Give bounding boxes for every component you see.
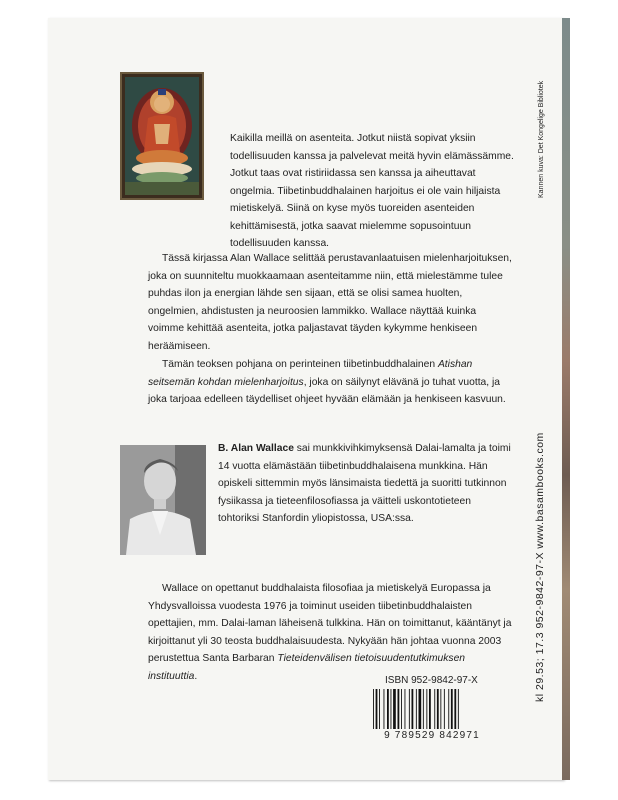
book-source-title: Atishan seitsemän kohdan mielenharjoitus <box>148 359 473 388</box>
author-bio-text-2 <box>148 580 514 685</box>
barcode-bar <box>444 689 445 729</box>
author-portrait <box>120 445 206 555</box>
barcode-bar <box>423 689 424 729</box>
barcode-bar <box>412 689 414 729</box>
barcode-bar <box>376 689 378 729</box>
author-bio-1-text: sai munkkivihkimyksensä Dalai-lamalta ja toimi 14 vuotta elämästään tiibetinbuddhalaisena munkkina. Hän opiskeli sittemmin myös länsimaista tiedettä ja suoritti tutkinnon fysiikassa ja tieteenfilosofiassa ja väitteli uskontotieteen tohtoriksi Stanfordin yliopistossa, USA:ssa. <box>218 443 511 524</box>
barcode-digits: 9 789529 842971 <box>384 730 480 741</box>
intro-text-1: Kaikilla meillä on asenteita. Jotkut niistä sopivat yksiin todellisuuden kanssa ja palvelevat meitä hyvin elämässämme. Jotkut taas ovat ristiriidassa sen kanssa ja aiheuttavat ongelmia. Tiibetinbuddhalainen harjoitus ei ole vain hiljaista mietiskelyä. Siinä on kyse myös tuoreiden asenteiden kehittämisestä, jotka saavat mielemme sopusointuun todellisuuden kanssa. <box>230 133 514 249</box>
buddha-illustration <box>122 74 202 198</box>
barcode-bar <box>458 689 459 729</box>
barcode-bar <box>434 689 435 729</box>
institute-name: Tieteidenvälisen tietoisuudentutkimuksen instituuttia <box>148 653 466 682</box>
barcode-bar <box>416 689 417 729</box>
barcode-bar <box>379 689 380 729</box>
barcode-bar <box>391 689 392 729</box>
intro-text-3-post: , joka on säilynyt elävänä jo tuhat vuotta, ja joka tarjoaa edelleen täydelliset ohjeet hyvään elämään ja henkiseen kasvuun. <box>148 376 506 405</box>
author-photo <box>120 445 206 555</box>
intro-paragraph-3 <box>148 356 514 409</box>
author-bio-1 <box>218 440 514 528</box>
intro-text-3-pre: Tämän teoksen pohjana on perinteinen tiibetinbuddhalainen <box>162 359 438 370</box>
author-bio-2-post: . <box>194 670 198 682</box>
barcode-bar <box>409 689 410 729</box>
barcode-bar <box>429 689 431 729</box>
buddha-thangka-image <box>120 72 204 200</box>
classification-isbn-website: kl 29.53; 17.3 952-9842-97-X www.basambooks.com <box>534 432 546 702</box>
author-bio-2-pre: Wallace on opettanut buddhalaista filosofiaa ja mietiskelyä Europassa ja Yhdysvalloissa vuodesta 1976 ja toiminut useiden tiibetinbuddhalaisten opettajien, mm. Dalai-laman läheisenä tulkkina. Hän on toimittanut, kääntänyt ja kirjoittanut yli 30 teosta buddhalaisuudesta. Nykyään hän johtaa vuonna 2003 perustettua Santa Barbaran <box>148 583 512 664</box>
barcode-bar <box>440 689 441 729</box>
barcode-bar <box>451 689 453 729</box>
cover-credit: Kannen kuva: Det Kongelige Bibliotek <box>538 80 545 198</box>
barcode-bar <box>384 689 385 729</box>
author-bio-text-1 <box>218 440 514 528</box>
intro-text-3 <box>148 356 514 409</box>
barcode-bar <box>426 689 427 729</box>
barcode-bar <box>401 689 402 729</box>
barcode-bar <box>437 689 439 729</box>
barcode-bar <box>387 689 389 729</box>
barcode-bar <box>398 689 400 729</box>
barcode-bar <box>373 689 374 729</box>
barcode-image <box>372 689 492 729</box>
book-spine <box>562 18 570 780</box>
barcode-bar <box>393 689 396 729</box>
barcode-bar <box>454 689 456 729</box>
intro-paragraph-1 <box>230 130 515 253</box>
intro-paragraph-2 <box>148 250 514 355</box>
author-bio-2 <box>148 580 514 685</box>
barcode-bar <box>448 689 449 729</box>
intro-text-2: Tässä kirjassa Alan Wallace selittää perustavanlaatuisen mielenharjoituksen, joka on suunniteltu muokkaamaan asenteitamme niin, että mielestämme tulee puhdas ilon ja energian lähde sen sijaan, että se olisi samea huolten, ongelmien, ahdistusten ja neuroosien lammikko. Wallace näyttää kuinka voimme kehittää asenteita, jotka paljastavat täyden kykymme henkiseen heräämiseen. <box>148 253 512 352</box>
author-name: B. Alan Wallace <box>218 443 294 454</box>
barcode-bar <box>405 689 406 729</box>
isbn-label: ISBN 952-9842-97-X <box>385 675 478 686</box>
barcode-bar <box>419 689 422 729</box>
